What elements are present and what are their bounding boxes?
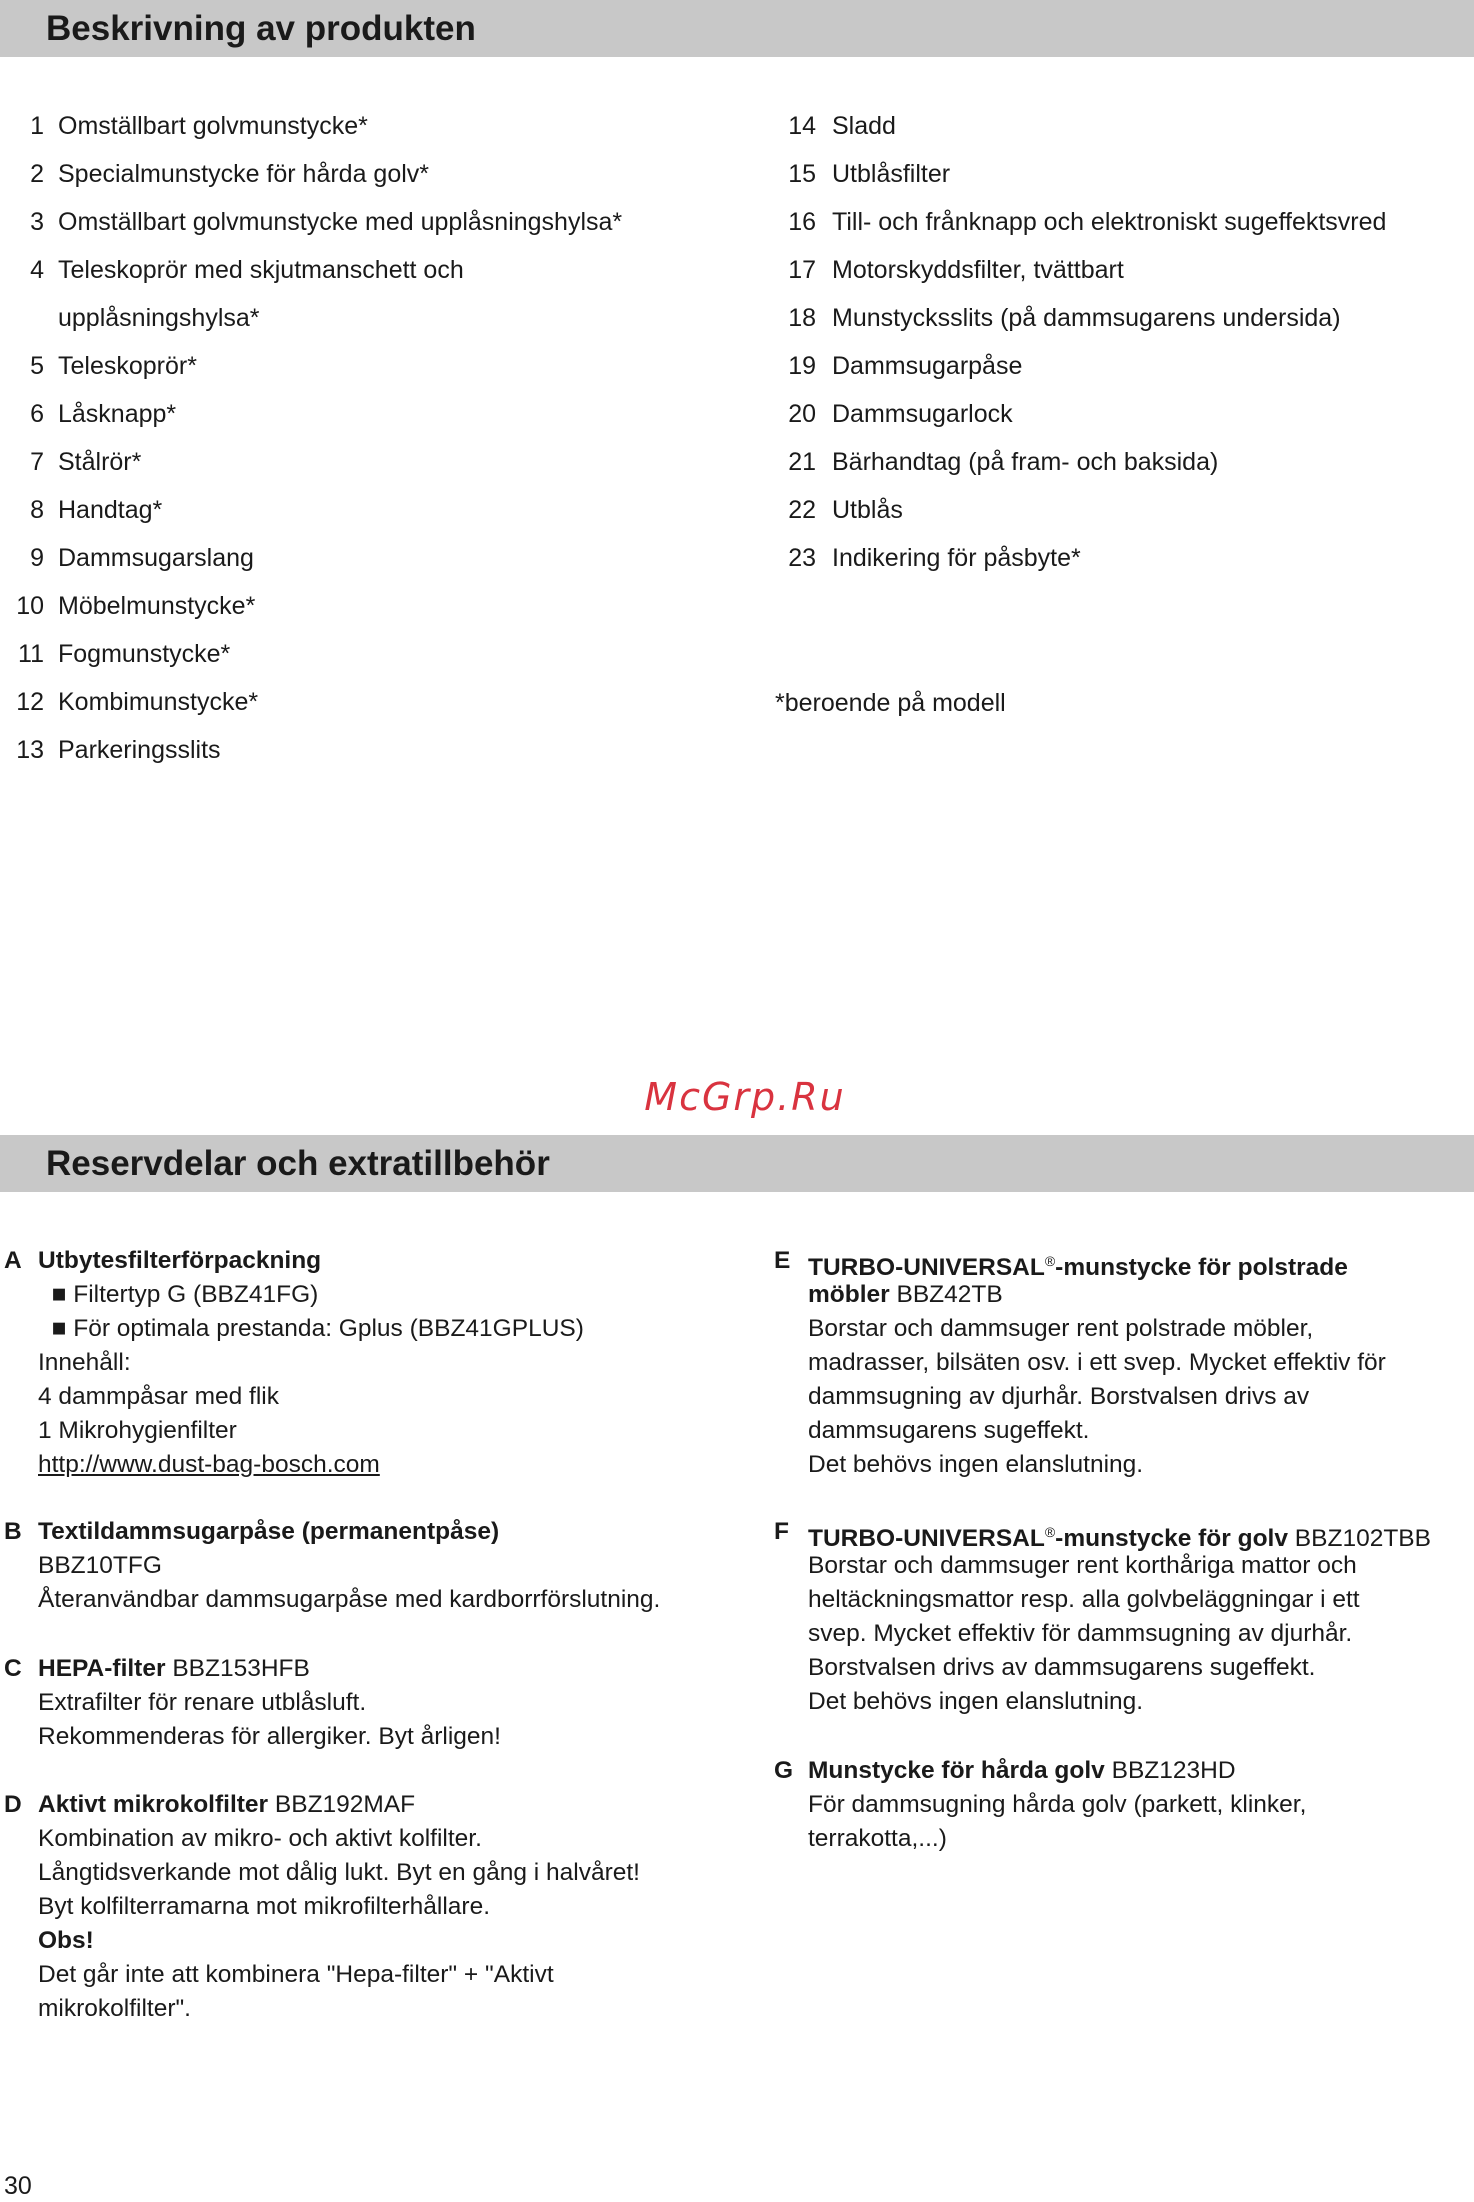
accessory-title-cont: möbler xyxy=(808,1281,890,1308)
text-line: Rekommenderas för allergiker. Byt årligen! xyxy=(38,1723,501,1750)
watermark: McGrp.Ru xyxy=(644,1075,846,1119)
part-number: 20 xyxy=(788,400,816,428)
part-number: 11 xyxy=(18,640,44,668)
part-number: 21 xyxy=(788,448,816,476)
part-label: Dammsugarslang xyxy=(58,544,254,572)
parts-list-left xyxy=(12,102,732,762)
part-number: 3 xyxy=(30,208,44,236)
accessory-letter: E xyxy=(774,1247,791,1274)
accessory-title: HEPA-filter xyxy=(38,1655,166,1682)
accessory-title: TURBO-UNIVERSAL xyxy=(808,1525,1045,1553)
accessory-letter: D xyxy=(4,1791,22,1818)
part-number: 2 xyxy=(30,160,44,188)
accessory-title: TURBO-UNIVERSAL xyxy=(808,1254,1045,1282)
registered-mark: ® xyxy=(1044,1253,1056,1269)
page-number: 30 xyxy=(4,2172,32,2200)
part-label: Omställbart golvmunstycke med upplåsningshylsa* xyxy=(58,208,623,236)
part-label: Möbelmunstycke* xyxy=(58,592,256,620)
accessory-title: Aktivt mikrokolfilter xyxy=(38,1791,269,1818)
registered-mark: ® xyxy=(1044,1524,1056,1540)
part-label: Låsknapp* xyxy=(58,400,177,428)
obs-label: Obs! xyxy=(38,1927,94,1954)
text-line: terrakotta,...) xyxy=(808,1825,947,1852)
part-number: 6 xyxy=(30,400,44,428)
text-line: BBZ10TFG xyxy=(38,1552,162,1579)
text-line: Byt kolfilterramarna mot mikrofilterhållare. xyxy=(38,1893,491,1920)
part-number: 18 xyxy=(788,304,816,332)
part-label: Parkeringsslits xyxy=(58,736,221,764)
accessory-letter: C xyxy=(4,1655,22,1682)
part-number: 4 xyxy=(30,256,44,284)
part-number: 16 xyxy=(788,208,816,236)
part-number: 15 xyxy=(788,160,816,188)
part-label: Handtag* xyxy=(58,496,163,524)
part-label: Dammsugarpåse xyxy=(832,352,1023,380)
text-line: Kombination av mikro- och aktivt kolfilter. xyxy=(38,1825,482,1852)
part-label: Indikering för påsbyte* xyxy=(832,544,1081,572)
part-number: 1 xyxy=(30,112,44,140)
text-line: Återanvändbar dammsugarpåse med kardborrförslutning. xyxy=(38,1586,661,1613)
accessory-letter: A xyxy=(4,1247,22,1274)
square-bullet-icon: ■ xyxy=(51,1315,67,1342)
accessory-title: Munstycke för hårda golv xyxy=(808,1757,1105,1784)
part-number: 8 xyxy=(30,496,44,524)
part-label: Munstycksslits (på dammsugarens undersida) xyxy=(832,304,1341,332)
part-number: 10 xyxy=(16,592,44,620)
section-header-description xyxy=(0,0,1474,57)
part-label: upplåsningshylsa* xyxy=(58,304,260,332)
text-line: Det går inte att kombinera "Hepa-filter" + "Aktivt xyxy=(38,1961,554,1988)
part-label: Sladd xyxy=(832,112,896,140)
part-number: 14 xyxy=(788,112,816,140)
dust-bag-link[interactable]: http://www.dust-bag-bosch.com xyxy=(38,1451,380,1478)
parts-list-right xyxy=(772,102,1472,582)
text-line: Det behövs ingen elanslutning. xyxy=(808,1688,1144,1715)
text-line: Innehåll: xyxy=(38,1349,131,1376)
text-line: För dammsugning hårda golv (parkett, klinker, xyxy=(808,1791,1307,1818)
model-footnote: *beroende på modell xyxy=(775,689,1006,717)
accessory-title: Utbytesfilterförpackning xyxy=(38,1247,322,1274)
accessory-code: BBZ42TB xyxy=(889,1281,1003,1308)
part-number: 7 xyxy=(30,448,44,476)
accessory-letter: F xyxy=(774,1518,789,1545)
text-line: madrasser, bilsäten osv. i ett svep. Mycket effektiv för xyxy=(808,1349,1386,1376)
text-line: Långtidsverkande mot dålig lukt. Byt en gång i halvåret! xyxy=(38,1859,640,1886)
text-line: 1 Mikrohygienfilter xyxy=(38,1417,237,1444)
accessory-letter: B xyxy=(4,1518,22,1545)
text-line: mikrokolfilter". xyxy=(38,1995,191,2022)
part-number: 9 xyxy=(30,544,44,572)
part-label: Specialmunstycke för hårda golv* xyxy=(58,160,430,188)
part-label: Utblåsfilter xyxy=(832,160,951,188)
part-label: Teleskoprör* xyxy=(58,352,197,380)
part-label: Kombimunstycke* xyxy=(58,688,259,716)
accessory-title: Textildammsugarpåse (permanentpåse) xyxy=(38,1518,500,1545)
part-label: Utblås xyxy=(832,496,903,524)
accessory-code: BBZ123HD xyxy=(1104,1757,1236,1784)
part-number: 17 xyxy=(788,256,816,284)
text-line: 4 dammpåsar med flik xyxy=(38,1383,280,1410)
part-number: 12 xyxy=(16,688,44,716)
part-number: 5 xyxy=(30,352,44,380)
accessory-title-cont: -munstycke för polstrade xyxy=(1055,1254,1348,1282)
accessory-code: BBZ153HFB xyxy=(165,1655,310,1682)
part-number: 19 xyxy=(788,352,816,380)
part-label: Teleskoprör med skjutmanschett och xyxy=(58,256,464,284)
part-label: Fogmunstycke* xyxy=(58,640,231,668)
section-header-spares xyxy=(0,1135,1474,1192)
text-line: Det behövs ingen elanslutning. xyxy=(808,1451,1144,1478)
text-line: dammsugarens sugeffekt. xyxy=(808,1417,1090,1444)
text-line: Borstar och dammsuger rent korthåriga mattor och xyxy=(808,1552,1357,1579)
accessory-code: BBZ102TBB xyxy=(1287,1525,1431,1553)
text-line: Borstvalsen drivs av dammsugarens sugeffekt. xyxy=(808,1654,1316,1681)
part-label: Omställbart golvmunstycke* xyxy=(58,112,368,140)
accessory-letter: G xyxy=(774,1757,794,1784)
bullet-text: Filtertyp G (BBZ41FG) xyxy=(73,1281,319,1308)
part-label: Stålrör* xyxy=(58,448,142,476)
part-label: Bärhandtag (på fram- och baksida) xyxy=(832,448,1219,476)
section-title-description: Beskrivning av produkten xyxy=(46,9,476,48)
part-number: 22 xyxy=(788,496,816,524)
text-line: heltäckningsmattor resp. alla golvbeläggningar i ett xyxy=(808,1586,1360,1613)
text-line: Extrafilter för renare utblåsluft. xyxy=(38,1689,367,1716)
section-title-spares: Reservdelar och extratillbehör xyxy=(46,1144,550,1183)
accessory-code: BBZ192MAF xyxy=(268,1791,416,1818)
text-line: dammsugning av djurhår. Borstvalsen drivs av xyxy=(808,1383,1310,1410)
part-number: 23 xyxy=(788,544,816,572)
square-bullet-icon: ■ xyxy=(51,1281,67,1308)
bullet-text: För optimala prestanda: Gplus (BBZ41GPLUS) xyxy=(73,1315,584,1342)
text-line: Borstar och dammsuger rent polstrade möbler, xyxy=(808,1315,1314,1342)
text-line: svep. Mycket effektiv för dammsugning av djurhår. xyxy=(808,1620,1353,1647)
accessory-title-cont: -munstycke för golv xyxy=(1055,1525,1288,1553)
part-label: Dammsugarlock xyxy=(832,400,1013,428)
part-number: 13 xyxy=(16,736,44,764)
part-label: Motorskyddsfilter, tvättbart xyxy=(832,256,1124,284)
part-label: Till- och frånknapp och elektroniskt sugeffektsvred xyxy=(832,208,1387,236)
